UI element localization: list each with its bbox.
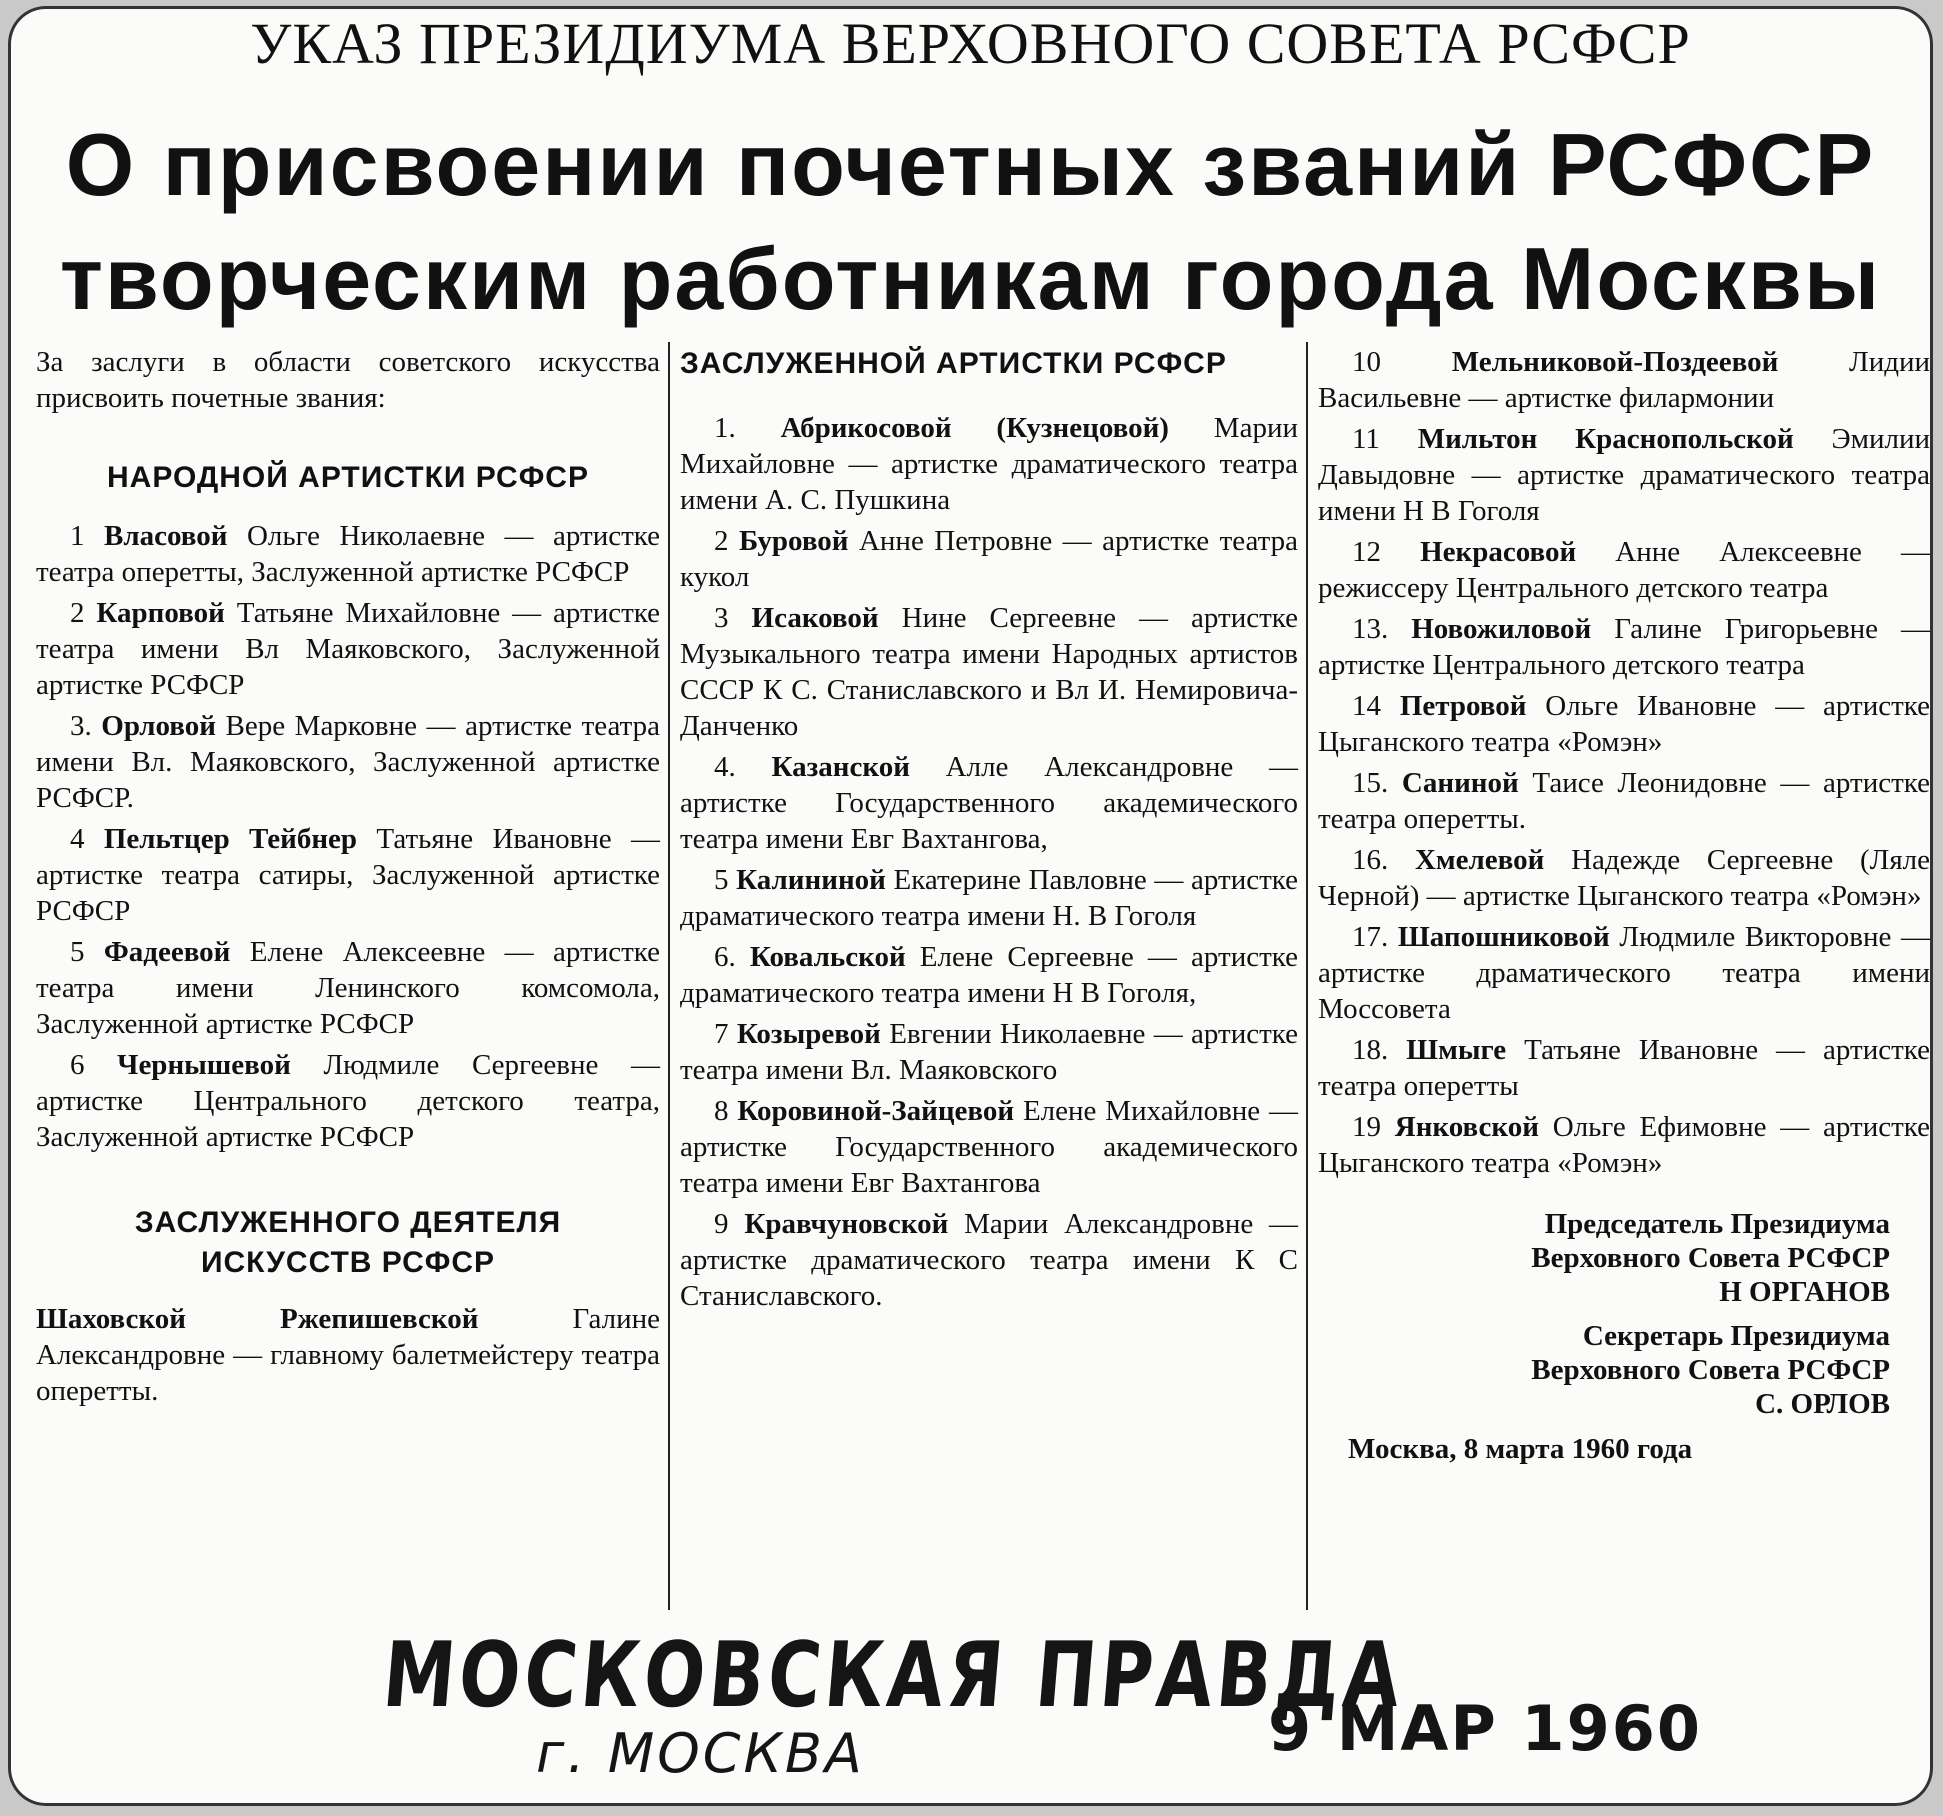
award-entry [680,1093,1298,1201]
entry-text: Елене Сергеевне — артистке драматического театра имени Н В Гоголя, [680,941,1298,1009]
column-1 [36,344,660,1414]
award-entry [680,939,1298,1011]
entry-text: Елене Алексеевне — артистке театра имени Ленинского комсомола, Заслуженной артистке РСФСР [36,936,660,1040]
entry-text: Марии Михайловне — артистке драматического театра имени А. С. Пушкина [680,412,1298,516]
entry-number: 13. [1352,613,1389,645]
entry-name: Мельниковой-Поздеевой [1451,346,1779,378]
date-stamp: 9 МАР 1960 [1268,1692,1702,1765]
entry-text: Татьяне Ивановне — артистке театра оперетты [1318,1034,1931,1102]
entry-text: Людмиле Викторовне — артистке драматического театра имени Моссовета [1318,921,1931,1025]
entry-text: Вере Марковне — артистке театра имени Вл. Маяковского, Заслуженной артистке РСФСР. [36,710,661,814]
award-entry [1318,688,1930,760]
entry-text: Марии Александровне — артистке драматического театра имени К С Станиславского. [680,1208,1299,1312]
newspaper-clipping [8,6,1933,1806]
decree-date: Москва, 8 марта 1960 года [1348,1433,1693,1465]
entry-name: Саниной [1401,767,1519,799]
entry-text: Эмилии Давыдовне — артистке драматического театра имени Н В Гоголя [1318,423,1930,527]
entry-text: Татьяне Ивановне — артистке театра сатиры, Заслуженной артистке РСФСР [36,823,660,927]
entry-number: 9 [714,1208,729,1240]
award-entry [680,862,1298,934]
award-entry [36,595,660,703]
honored-artists-list-continued [1318,344,1930,1181]
section-heading-line: ЗАСЛУЖЕННОГО ДЕЯТЕЛЯ [134,1206,562,1239]
secretary-title: Верховного Совета РСФСР [1531,1354,1890,1386]
entry-number: 5 [70,936,85,968]
peoples-artists-list [36,518,660,1155]
entry-number: 15. [1352,767,1389,799]
entry-name: Коровиной-Зайцевой [737,1095,1015,1127]
entry-name: Абрикосовой (Кузнецовой) [780,412,1169,444]
entry-number: 3 [714,602,729,634]
title-line-2: творческим работникам города Москвы [59,229,1882,328]
entry-number: 14 [1352,690,1381,722]
column-2 [680,344,1298,1319]
entry-number: 8 [714,1095,729,1127]
entry-text: Ольге Николаевне — артистке театра оперетты, Заслуженной артистке РСФСР [36,520,660,588]
entry-number: 6 [70,1049,85,1081]
entry-number: 17. [1352,921,1389,953]
award-entry [1318,765,1930,837]
award-entry [36,518,660,590]
entry-name: Некрасовой [1420,536,1577,568]
award-entry [1318,534,1930,606]
entry-text: Таисе Леонидовне — артистке театра оперетты. [1318,767,1931,835]
entry-name: Власовой [104,520,228,552]
secretary-title: Секретарь Президиума [1582,1320,1890,1352]
award-entry [1318,1032,1930,1104]
award-entry [680,1206,1298,1314]
entry-number: 19 [1352,1111,1381,1143]
award-entry [1318,919,1930,1027]
entry-name: Кравчуновской [744,1208,949,1240]
signature-block [1318,1207,1930,1421]
entry-text: Татьяне Михайловне — артистке театра имени Вл Маяковского, Заслуженной артистке РСФСР [36,597,661,701]
entry-number: 1 [70,520,85,552]
award-entry [680,1016,1298,1088]
award-entry [680,749,1298,857]
entry-text: Анне Алексеевне — режиссеру Центрального детского театра [1318,536,1931,604]
entry-name: Орловой [101,710,216,742]
entry-name: Мильтон Краснопольской [1417,423,1794,455]
entry-number: 16. [1352,844,1389,876]
column-3 [1318,344,1930,1467]
entry-name: Исаковой [751,602,879,634]
entry-name: Карповой [96,597,225,629]
entry-text: Галине Александровне — главному балетмейстеру театра оперетты. [36,1303,660,1407]
section-heading-honored-worker [36,1203,660,1283]
entry-number: 1. [714,412,736,444]
decree-header: УКАЗ ПРЕЗИДИУМА ВЕРХОВНОГО СОВЕТА РСФСР [250,11,1691,76]
entry-text: Людмиле Сергеевне — артистке Центрального детского театра, Заслуженной артистке РСФСР [36,1049,661,1153]
entry-number: 4. [714,751,736,783]
entry-name: Чернышевой [117,1049,291,1081]
entry-number: 11 [1352,423,1380,455]
city-stamp: г. МОСКВА [536,1722,865,1785]
award-entry [680,410,1298,518]
entry-text: Анне Петровне — артистке театра кукол [680,525,1298,593]
entry-text: Галине Григорьевне — артистке Центрального детского театра [1318,613,1931,681]
entry-number: 10 [1352,346,1381,378]
entry-name: Янковской [1394,1111,1539,1143]
award-entry [1318,1109,1930,1181]
entry-number: 7 [714,1018,729,1050]
entry-name: Шапошниковой [1397,921,1610,953]
award-entry [36,1047,660,1155]
award-entry [36,708,660,816]
award-entry [36,821,660,929]
entry-name: Шмыге [1406,1034,1507,1066]
newspaper-stamp: МОСКОВСКАЯ ПРАВДА [379,1622,1409,1727]
award-entry [1318,344,1930,416]
honored-worker-entry [36,1301,660,1409]
entry-text: Надежде Сергеевне (Ляле Черной) — артистке Цыганского театра «Ромэн» [1318,844,1931,912]
award-entry [1318,842,1930,914]
entry-number: 6. [714,941,736,973]
entry-text: Алле Александровне — артистке Государственного академического театра имени Евг Вахтангова, [680,751,1299,855]
entry-name: Буровой [738,525,849,557]
entry-text: Ольге Ефимовне — артистке Цыганского театра «Ромэн» [1318,1111,1931,1179]
entry-number: 3. [70,710,92,742]
award-entry [1318,611,1930,683]
entry-text: Елене Михайловне — артистке Государственного академического театра имени Евг Вахтангова [680,1095,1299,1199]
chair-title: Верховного Совета РСФСР [1531,1242,1890,1274]
entry-name: Ковальской [749,941,906,973]
entry-name: Новожиловой [1411,613,1592,645]
chair-title: Председатель Президиума [1544,1208,1890,1240]
entry-text: Екатерине Павловне — артистке драматического театра имени Н. В Гоголя [680,864,1299,932]
entry-name: Фадеевой [103,936,231,968]
entry-name: Петровой [1399,690,1527,722]
entry-text: Евгении Николаевне — артистке театра имени Вл. Маяковского [680,1018,1299,1086]
title-line-1: О присвоении почетных званий РСФСР [65,115,1876,214]
entry-text: Нине Сергеевне — артистке Музыкального театра имени Народных артистов СССР К С. Станиславского и Вл И. Немировича-Данченко [680,602,1299,742]
secretary-name: С. ОРЛОВ [1755,1388,1890,1420]
chair-name: Н ОРГАНОВ [1719,1276,1890,1308]
entry-number: 5 [714,864,729,896]
entry-name: Казанской [771,751,910,783]
entry-name: Пельтцер Тейбнер [103,823,358,855]
section-heading-peoples-artist: НАРОДНОЙ АРТИСТКИ РСФСР [107,461,589,494]
section-heading-line: ИСКУССТВ РСФСР [200,1246,496,1279]
entry-text: Ольге Ивановне — артистке Цыганского театра «Ромэн» [1318,690,1931,758]
intro-paragraph: За заслуги в области советского искусства присвоить почетные звания: [36,346,660,414]
award-entry [36,934,660,1042]
entry-name: Козыревой [736,1018,881,1050]
entry-name: Шаховской Ржепишевской [36,1303,479,1335]
column-rule [668,342,670,1610]
award-entry [680,600,1298,744]
award-entry [680,523,1298,595]
entry-name: Хмелевой [1414,844,1545,876]
entry-text: Лидии Васильевне — артистке филармонии [1318,346,1931,414]
entry-number: 18. [1352,1034,1389,1066]
entry-number: 12 [1352,536,1381,568]
entry-number: 2 [714,525,729,557]
section-heading-honored-artist: ЗАСЛУЖЕННОЙ АРТИСТКИ РСФСР [680,347,1227,380]
entry-name: Калининой [736,864,886,896]
award-entry [1318,421,1930,529]
honored-artists-list [680,410,1298,1314]
column-rule [1306,342,1308,1610]
entry-number: 4 [70,823,85,855]
entry-number: 2 [70,597,85,629]
